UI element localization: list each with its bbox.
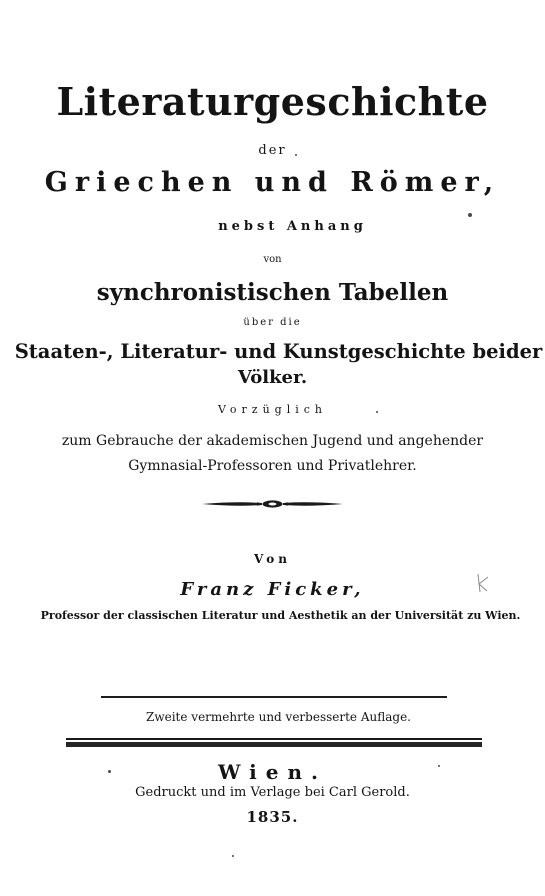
von-author-line: Von [254, 552, 291, 566]
article-der: der [258, 143, 287, 158]
subjects-line: Staaten-, Literatur- und Kunstgeschichte beider [14, 340, 543, 363]
paper-speck [468, 213, 472, 217]
paper-speck [376, 411, 378, 413]
tables-heading: synchronistischen Tabellen [96, 279, 449, 306]
divider-rule [101, 696, 447, 698]
city-line: Wien. [218, 760, 327, 784]
purpose-line-1: zum Gebrauche der akademischen Jugend und angehender [61, 433, 484, 449]
year-line: 1835. [246, 808, 299, 826]
paper-speck [108, 770, 111, 773]
paper-speck [232, 855, 234, 857]
ueber-die-line: über die [243, 317, 302, 328]
ornament-rule-icon [200, 498, 345, 510]
appendix-line: nebst Anhang [218, 219, 367, 234]
edition-line: Zweite vermehrte und verbesserte Auflage. [146, 710, 411, 724]
author-title: Professor der classischen Literatur und Aesthetik an der Universität zu Wien. [40, 609, 521, 622]
publisher-line: Gedruckt und im Verlage bei Carl Gerold. [135, 785, 410, 800]
voelker-line: Völker. [237, 367, 308, 388]
pencil-mark-icon [474, 572, 490, 594]
vorzueglich-line: Vorzüglich [217, 403, 328, 416]
purpose-line-2: Gymnasial-Professoren und Privatlehrer. [128, 458, 417, 474]
book-title: Literaturgeschichte [56, 79, 489, 124]
von-line: von [263, 254, 282, 265]
paper-speck [438, 765, 440, 767]
peoples-heading: Griechen und Römer, [44, 167, 501, 198]
paper-speck [295, 154, 297, 156]
author-name: Franz Ficker, [180, 579, 365, 600]
double-rule [66, 738, 482, 749]
